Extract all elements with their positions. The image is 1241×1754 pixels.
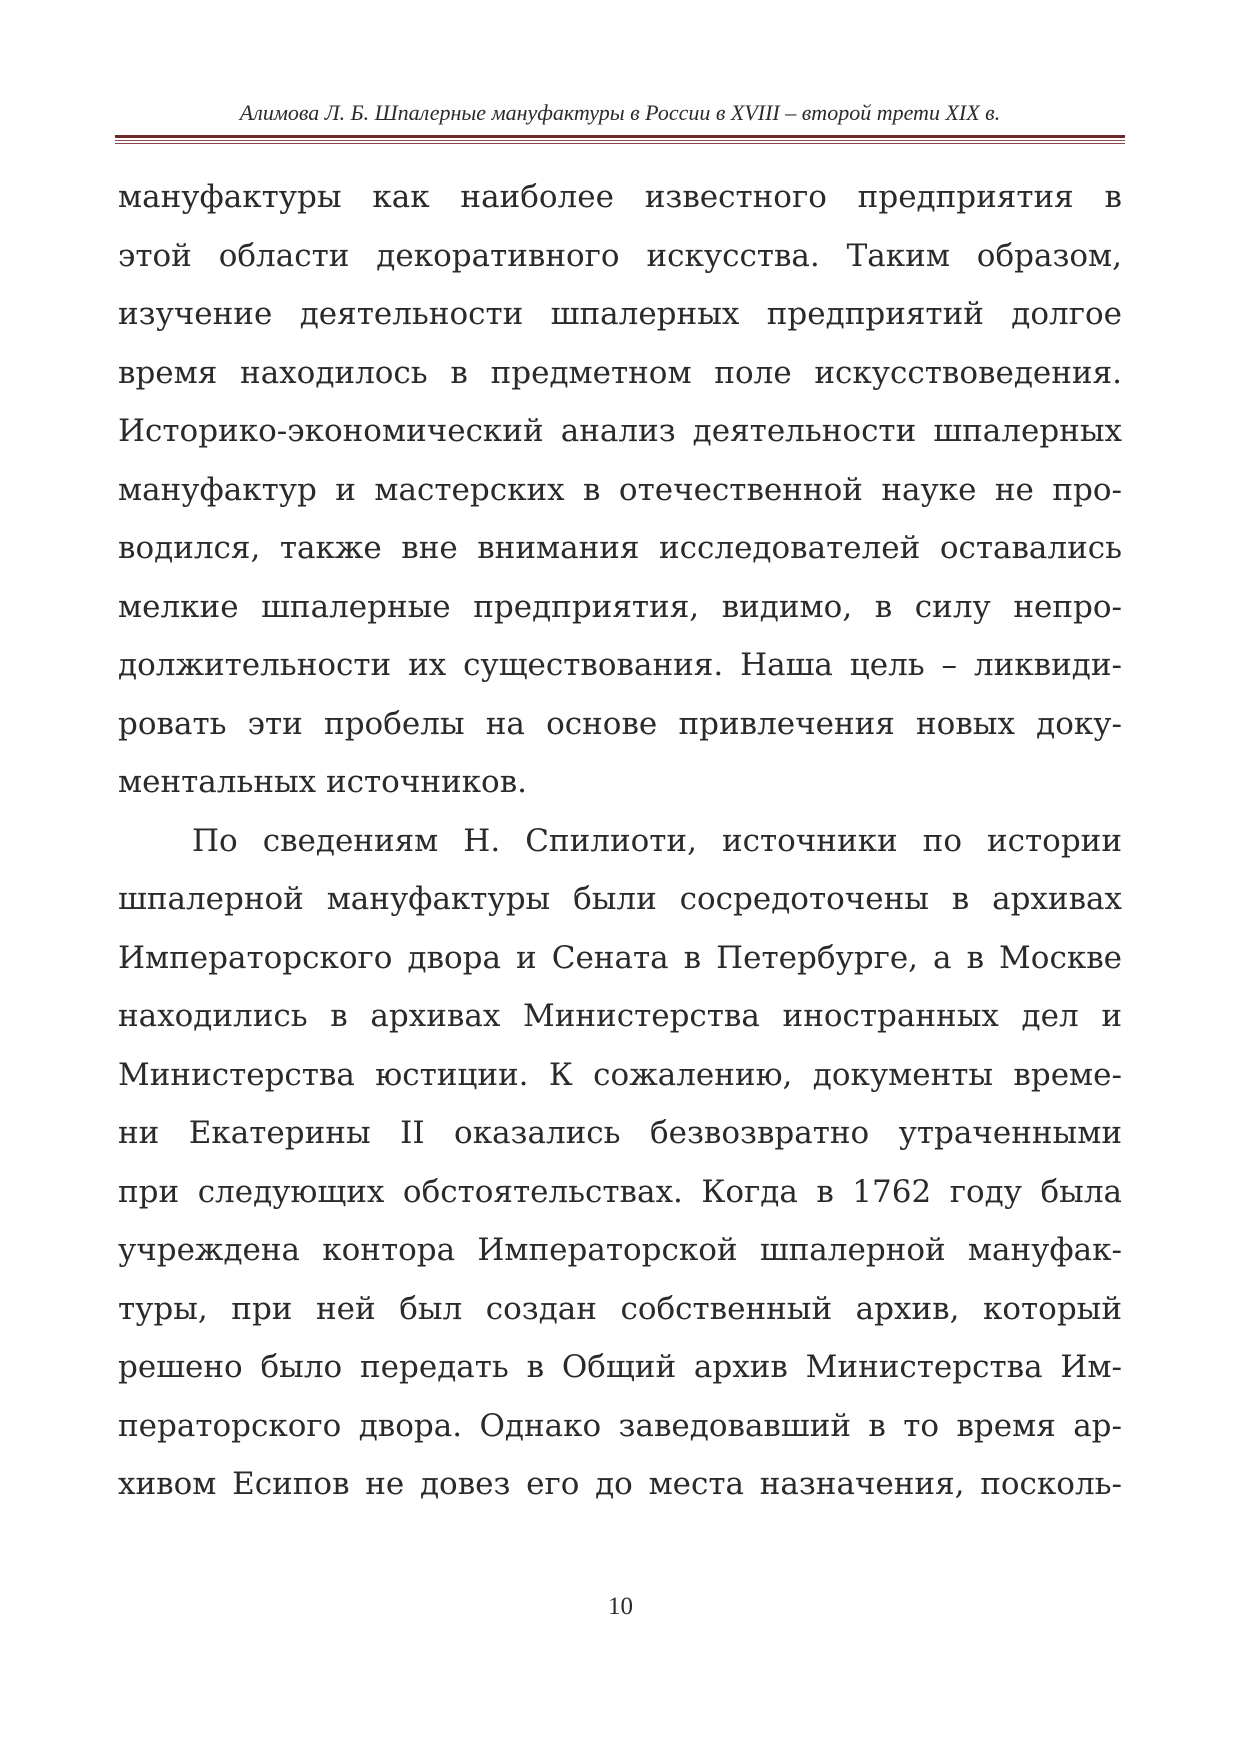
text-line: ровать эти пробелы на основе привлечения новых доку- xyxy=(118,705,1122,742)
text-line: ператорского двора. Однако заведовавший в то время ар- xyxy=(118,1407,1122,1444)
paragraph-2 xyxy=(118,812,1122,1514)
text-line: Министерства юстиции. К сожалению, документы време- xyxy=(118,1056,1122,1093)
text-line: при следующих обстоятельствах. Когда в 1762 году была xyxy=(118,1173,1122,1210)
text-line: мануфактуры как наиболее известного предприятия в xyxy=(118,179,1122,215)
text-line: ни Екатерины II оказались безвозвратно утраченными xyxy=(118,1115,1122,1151)
text-line: Императорского двора и Сената в Петербурге, а в Москве xyxy=(118,939,1122,976)
text-line: учреждена контора Императорской шпалерной мануфак- xyxy=(118,1232,1122,1268)
text-line: туры, при ней был создан собственный архив, который xyxy=(118,1290,1122,1327)
text-line: мелкие шпалерные предприятия, видимо, в силу непро- xyxy=(118,588,1122,625)
running-header: Алимова Л. Б. Шпалерные мануфактуры в России в XVIII – второй трети XIX в. xyxy=(239,100,1001,125)
text-line: изучение деятельности шпалерных предприятий долгое xyxy=(118,296,1122,332)
header-rule-thin xyxy=(115,140,1125,141)
text-line: время находилось в предметном поле искусствоведения. xyxy=(118,354,1122,391)
paragraph-1 xyxy=(118,168,1122,812)
text-line: хивом Есипов не довез его до места назначения, посколь- xyxy=(118,1466,1122,1502)
text-line: находились в архивах Министерства иностранных дел и xyxy=(118,998,1122,1034)
text-line: шпалерной мануфактуры были сосредоточены в архивах xyxy=(118,881,1122,917)
text-line: водился, также вне внимания исследователей оставались xyxy=(118,530,1122,566)
text-line: По сведениям Н. Спилиоти, источники по истории xyxy=(192,822,1122,859)
text-line: этой области декоративного искусства. Таким образом, xyxy=(118,237,1122,274)
header-rule-thin-lower xyxy=(115,143,1125,144)
text-line: мануфактур и мастерских в отечественной науке не про- xyxy=(118,471,1122,508)
text-line: должительности их существования. Наша цель – ликвиди- xyxy=(118,647,1122,683)
text-line: ментальных источников. xyxy=(118,764,527,800)
header-rule-thick xyxy=(115,135,1125,138)
text-line: решено было передать в Общий архив Министерства Им- xyxy=(118,1349,1122,1385)
body-text xyxy=(118,168,1122,1514)
text-line: Историко-экономический анализ деятельности шпалерных xyxy=(118,413,1122,449)
page-number: 10 xyxy=(608,1593,633,1620)
